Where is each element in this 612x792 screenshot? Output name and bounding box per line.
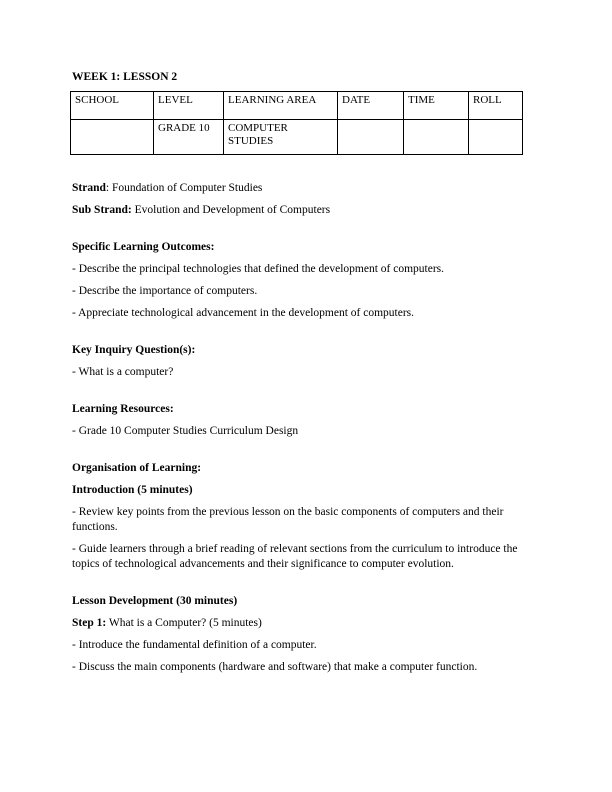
lesson-development-heading: Lesson Development (30 minutes) [72,595,238,607]
introduction-item: - Guide learners through a brief reading of relevant sections from the curriculum to introduce the topics of technological advancements and their significance to computer evolution. [72,543,518,570]
table-data-row [71,120,523,155]
outcome-item: - Describe the importance of computers. [72,285,258,297]
outcome-item: - Appreciate technological advancement in the development of computers. [72,307,414,319]
outcome-item: - Describe the principal technologies that defined the development of computers. [72,263,445,275]
value-cell-date [338,120,404,155]
lesson-info-table [70,91,523,155]
step-text: What is a Computer? (5 minutes) [106,617,262,629]
outcomes-heading: Specific Learning Outcomes: [72,241,215,253]
value-cell-school [71,120,154,155]
resources-heading: Learning Resources: [72,403,174,415]
sub-strand-label: Sub Strand: [72,204,132,216]
value-cell-time [404,120,469,155]
header-cell-time: TIME [404,92,469,120]
resource-item: - Grade 10 Computer Studies Curriculum Design [72,425,299,437]
key-inquiry-item: - What is a computer? [72,366,174,378]
lesson-development-item: - Introduce the fundamental definition of a computer. [72,639,317,651]
strand-value: : Foundation of Computer Studies [105,182,263,194]
introduction-heading: Introduction (5 minutes) [72,484,193,496]
table-header-row [71,92,523,120]
page-title: WEEK 1: LESSON 2 [72,71,178,83]
header-cell-date: DATE [338,92,404,120]
sub-strand-value: Evolution and Development of Computers [131,204,331,216]
header-cell-learning-area: LEARNING AREA [224,92,338,120]
sub-strand-line [72,203,542,218]
key-inquiry-heading: Key Inquiry Question(s): [72,344,196,356]
header-cell-school: SCHOOL [71,92,154,120]
value-cell-learning-area: COMPUTER STUDIES [224,120,338,155]
lesson-development-item: - Discuss the main components (hardware and software) that make a computer function. [72,661,478,673]
introduction-item: - Review key points from the previous lesson on the basic components of computers and their functions. [72,506,504,533]
step-label: Step 1: [72,617,107,629]
value-cell-roll [469,120,523,155]
header-cell-roll: ROLL [469,92,523,120]
strand-label: Strand [72,182,106,194]
header-cell-level: LEVEL [154,92,224,120]
strand-line [72,181,542,196]
value-cell-level: GRADE 10 [154,120,224,155]
organisation-heading: Organisation of Learning: [72,462,202,474]
step-line [72,616,542,631]
